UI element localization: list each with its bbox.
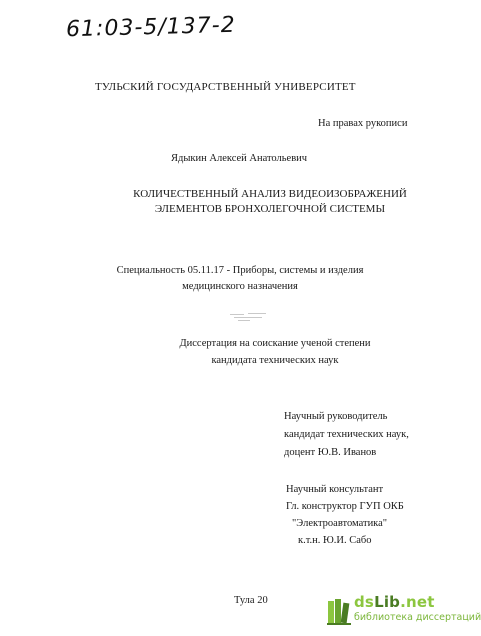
watermark-logo	[354, 593, 435, 612]
title-line-2: ЭЛЕМЕНТОВ БРОНХОЛЕГОЧНОЙ СИСТЕМЫ	[154, 203, 386, 215]
consultant-line-2: Гл. конструктор ГУП ОКБ	[286, 501, 404, 512]
author-name: Ядыкин Алексей Анатольевич	[171, 153, 308, 164]
specialty-line-2: медицинского назначения	[182, 281, 298, 292]
dissertation-title	[120, 187, 420, 217]
degree-line-2: кандидата технических наук	[211, 355, 339, 366]
watermark-caption: библиотека диссертаций	[354, 612, 481, 623]
consultant-line-4: к.т.н. Ю.И. Сабо	[298, 535, 372, 546]
degree-line-1: Диссертация на соискание ученой степени	[179, 338, 371, 349]
books-icon	[327, 597, 351, 625]
consultant-block	[286, 481, 404, 549]
specialty-line-1: Специальность 05.11.17 - Приборы, системы и изделия	[116, 265, 364, 276]
city-year: Тула 20	[234, 595, 268, 606]
consultant-line-1: Научный консультант	[286, 484, 384, 495]
handwritten-reference-number: 61:03-5/137-2	[65, 12, 236, 43]
supervisor-line-1: Научный руководитель	[284, 411, 388, 422]
logo-suffix: .net	[400, 593, 435, 611]
supervisor-block	[284, 408, 409, 462]
consultant-line-3: "Электроавтоматика"	[292, 518, 388, 529]
degree-statement	[140, 335, 410, 369]
supervisor-line-3: доцент Ю.В. Иванов	[284, 447, 377, 458]
dslib-watermark[interactable]	[323, 591, 481, 636]
logo-prefix: ds	[354, 593, 375, 611]
faded-stamp-mark	[228, 313, 270, 321]
logo-main: Lib	[374, 593, 401, 611]
university-name: ТУЛЬСКИЙ ГОСУДАРСТВЕННЫЙ УНИВЕРСИТЕТ	[95, 81, 356, 93]
supervisor-line-2: кандидат технических наук,	[284, 429, 409, 440]
specialty	[75, 263, 405, 295]
title-line-1: КОЛИЧЕСТВЕННЫЙ АНАЛИЗ ВИДЕОИЗОБРАЖЕНИЙ	[133, 188, 407, 200]
rights-note: На правах рукописи	[318, 118, 408, 129]
